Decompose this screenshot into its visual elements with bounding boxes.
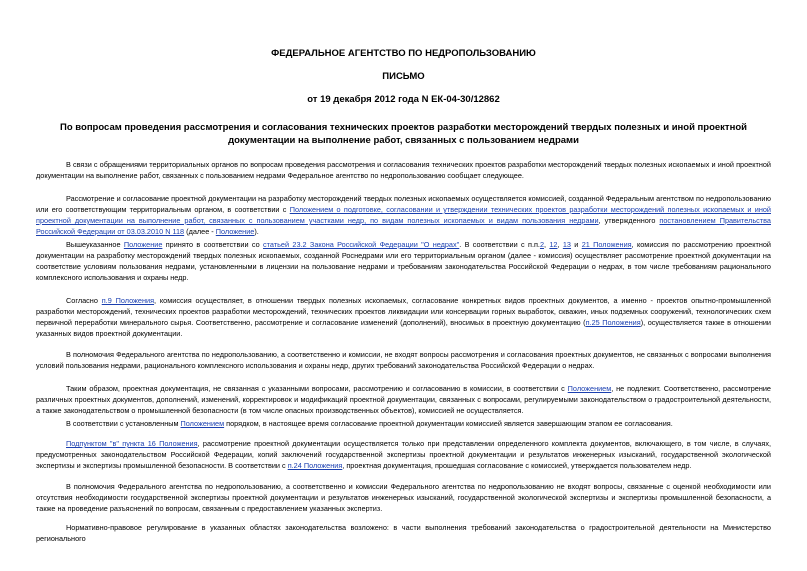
p4-text-2: , комиссия осуществляет, в отношении твердых полезных ископаемых, согласование конкретных видов проектных документов, а именно - проектов опытно-промышленной разработки месторождений, технических проектов разработки месторождений, технических проектов ликвидации или консервации горных выработок, скважин, иных подземных сооружений, технологических схем первичной переработки минерального сырья. Соответственно, рассмотрение и согласование изменений (дополнений), вносимых в проектную документацию ( bbox=[36, 296, 771, 327]
p3-text-2: принято в соответствии со bbox=[162, 240, 263, 249]
paragraph-10: Нормативно-правовое регулирование в указанных областях законодательства возложено: в части выполнения требований законодательства о градостроительной деятельности на Министерство регионального bbox=[36, 523, 771, 543]
paragraph-2 bbox=[36, 193, 771, 237]
p3-text-7: , комиссия по рассмотрению проектной документации на разработку месторождений твердых полезных ископаемых, созданной Роснедрами или его территориальным органом (далее - комиссия) осуществляет рассмотрение проектной документации на соответствие условиям пользования недрами, установленными в лицензии на пользование недрами и требованиям законодательства Российской Федерации о недрах, в том числе требованиям рационального комплексного использования и охраны недр. bbox=[36, 240, 771, 282]
p6-text-1: Таким образом, проектная документация, не связанная с указанными вопросами, рассмотрению и согласованию в комиссии, в соответствии с bbox=[66, 384, 568, 393]
p7-text-2: порядком, в настоящее время согласование проектной документации комиссией является завершающим этапом ее согласования. bbox=[224, 419, 673, 428]
p3-text-6: и bbox=[570, 240, 582, 249]
link-subsoil-law-article[interactable]: статьей 23.2 Закона Российской Федерации "О недрах" bbox=[262, 240, 460, 249]
link-clause-12[interactable]: 12 bbox=[549, 240, 558, 249]
p7-text-1: В соответствии с установленным bbox=[66, 419, 181, 428]
link-clause-25[interactable]: п.25 Положения bbox=[585, 318, 641, 327]
link-regulation[interactable]: Положение bbox=[123, 240, 163, 249]
paragraph-4 bbox=[36, 295, 771, 339]
p3-text-3: . В соответствии с п.п. bbox=[459, 240, 540, 249]
link-clause-13[interactable]: 13 bbox=[562, 240, 571, 249]
link-clause-9[interactable]: п.9 Положения bbox=[101, 296, 155, 305]
doc-type-heading: ПИСЬМО bbox=[382, 71, 425, 82]
paragraph-8 bbox=[36, 438, 771, 471]
paragraph-6 bbox=[36, 383, 771, 416]
p2-text-2: , утвержденного bbox=[598, 216, 660, 225]
p8-text-2: , проектная документация, прошедшая согласование с комиссией, утверждается пользователем недр. bbox=[342, 461, 692, 470]
link-government-decree[interactable]: постановлением Правительства Российской Федерации от 03.03.2010 N 118 bbox=[36, 216, 771, 236]
document-title: По вопросам проведения рассмотрения и согласования технических проектов разработки месторождений твердых полезных и иной проектной документации на выполнение работ, связанных с пользованием недрами bbox=[60, 122, 747, 146]
p3-text-4: , bbox=[544, 240, 550, 249]
link-regulation-full[interactable]: Положением о подготовке, согласовании и утверждении технических проектов разработки месторождений полезных ископаемых и иной проектной документации на выполнение работ, связанных с пользованием участками недр, по видам полезных ископаемых и видам пользования недрами bbox=[36, 205, 771, 225]
paragraph-5: В полномочия Федерального агентства по недропользованию, а соответственно и комиссии, не входят вопросы рассмотрения и согласования проектных документов, не связанных с вопросами выполнения условий пользования недрами, рационального комплексного использования и охраны недр, других требований законодательства Российской Федерации о недрах. bbox=[36, 350, 771, 370]
p3-text-1: Вышеуказанное bbox=[66, 240, 124, 249]
p4-text-1: Согласно bbox=[66, 296, 102, 305]
link-clause-21[interactable]: 21 Положения bbox=[581, 240, 632, 249]
link-clause-24[interactable]: п.24 Положения bbox=[287, 461, 343, 470]
p4-text-3: ), осуществляется также в отношении указанных видов проектной документации. bbox=[36, 318, 772, 338]
p2-text-1: Рассмотрение и согласование проектной документации на разработку месторождений твердых полезных ископаемых осуществляется комиссией, созданной Федеральным агентством по недропользованию или его соответствующим территориальным органом, в соответствии с bbox=[36, 194, 771, 214]
p2-text-4: ). bbox=[254, 227, 259, 236]
paragraph-9: В полномочия Федерального агентства по недропользованию, а соответственно и комиссии Федерального агентства по недропользованию не входят вопросы, связанные с оценкой необходимости или отсутствия необходимости государственной экспертизы проектной документации и результатов инженерных изысканий, государственной экологической экспертизы и экспертизы промышленной безопасности, а также на проведение разъяснений по вопросам, связанным с предоставлением указанных экспертиз. bbox=[36, 482, 771, 513]
paragraph-3 bbox=[36, 239, 771, 283]
paragraph-7 bbox=[36, 418, 771, 429]
p2-text-3: (далее - bbox=[184, 227, 216, 236]
paragraph-1: В связи с обращениями территориальных органов по вопросам проведения рассмотрения и согласования технических проектов разработки месторождений твердых полезных ископаемых и иной проектной документации на выполнение работ, связанных с пользованием недрами Федеральное агентство по недропользованию сообщает следующее. bbox=[36, 160, 771, 180]
doc-date-heading: от 19 декабря 2012 года N ЕК-04-30/12862 bbox=[307, 94, 500, 105]
link-regulation[interactable]: Положение bbox=[215, 227, 255, 236]
p3-text-5: , bbox=[557, 240, 563, 249]
agency-heading: ФЕДЕРАЛЬНОЕ АГЕНТСТВО ПО НЕДРОПОЛЬЗОВАНИЮ bbox=[271, 48, 536, 59]
link-clause-2[interactable]: 2 bbox=[539, 240, 545, 249]
link-regulation[interactable]: Положением bbox=[567, 384, 612, 393]
link-regulation[interactable]: Положением bbox=[180, 419, 225, 428]
p6-text-2: , не подлежит. Соответственно, рассмотрение различных проектных документов, дополнений, изменений, корректировок и модификаций проектной документации, связанных с вопросами, регулируемыми законодательством о градостроительной деятельности, а также законодательством о промышленной безопасности (в том числе опасных производственных объектов), комиссией не осуществляется. bbox=[36, 384, 771, 415]
link-subclause-v-clause-16[interactable]: Подпунктом "в" пункта 16 Положения bbox=[66, 439, 198, 448]
p8-text-1: , рассмотрение проектной документации осуществляется только при представлении определенного комплекта документов, включающего, в том числе, в случаях, предусмотренных законодательством Российской Федерации, копий заключений государственной экспертизы проектной документации и результатов инженерных изысканий, государственной экологической экспертизы и экспертизы промышленной безопасности. В соответствии с bbox=[36, 439, 771, 470]
